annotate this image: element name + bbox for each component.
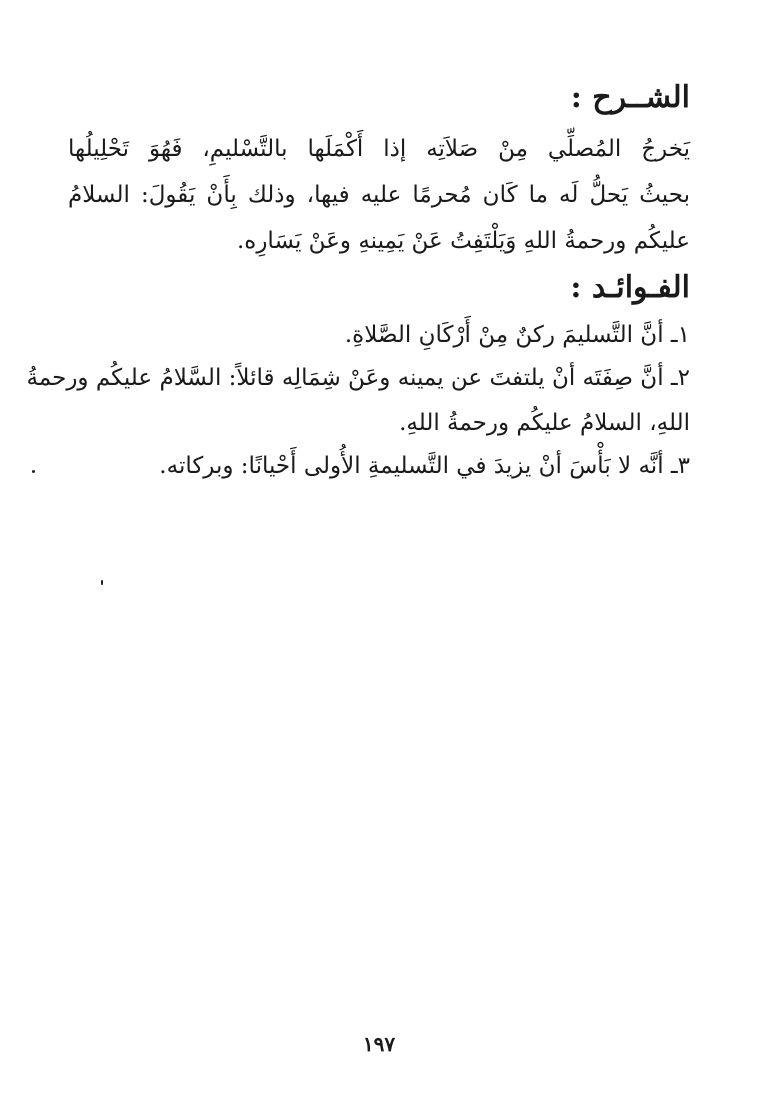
sharh-heading: الشــرح : (570, 80, 690, 115)
sharh-line-3: عليكُم ورحمةُ اللهِ وَيَلْتَفِتُ عَنْ يَمِينهِ وعَنْ يَسَارِه. (236, 228, 690, 254)
scan-speck (101, 580, 103, 585)
fawaid-item-2: ٢ـ أنَّ صِفَتَه أنْ يلتفتَ عن يمينه وعَنْ شِمَالِه قائلاً: السَّلامُ عليكُم ورحمةُ (26, 365, 690, 391)
sharh-line-2: بحيثُ يَحلُّ لَه ما كَان مُحرمًا عليه فيها، وذلك بِأَنْ يَقُولَ: السلامُ (68, 182, 690, 208)
fawaid-heading: الفـوائـد : (570, 270, 690, 305)
page-number: ١٩٧ (362, 1032, 396, 1056)
fawaid-item-2-continued: اللهِ، السلامُ عليكُم ورحمةُ اللهِ. (399, 410, 690, 436)
fawaid-item-1: ١ـ أنَّ التَّسليمَ ركنٌ مِنْ أَرْكَانِ الصَّلاةِ. (344, 322, 690, 348)
scan-speck (32, 470, 35, 473)
sharh-line-1: يَخرجُ المُصلِّي مِنْ صَلاَتِه إذا أَكْمَلَها بالتَّسْليمِ، فَهُوَ تَحْلِيلُها (68, 136, 690, 162)
fawaid-item-3: ٣ـ أنَّه لا بَأْسَ أنْ يزيدَ في التَّسليمةِ الأُولى أَحْيانًا: وبركاته. (159, 453, 690, 479)
